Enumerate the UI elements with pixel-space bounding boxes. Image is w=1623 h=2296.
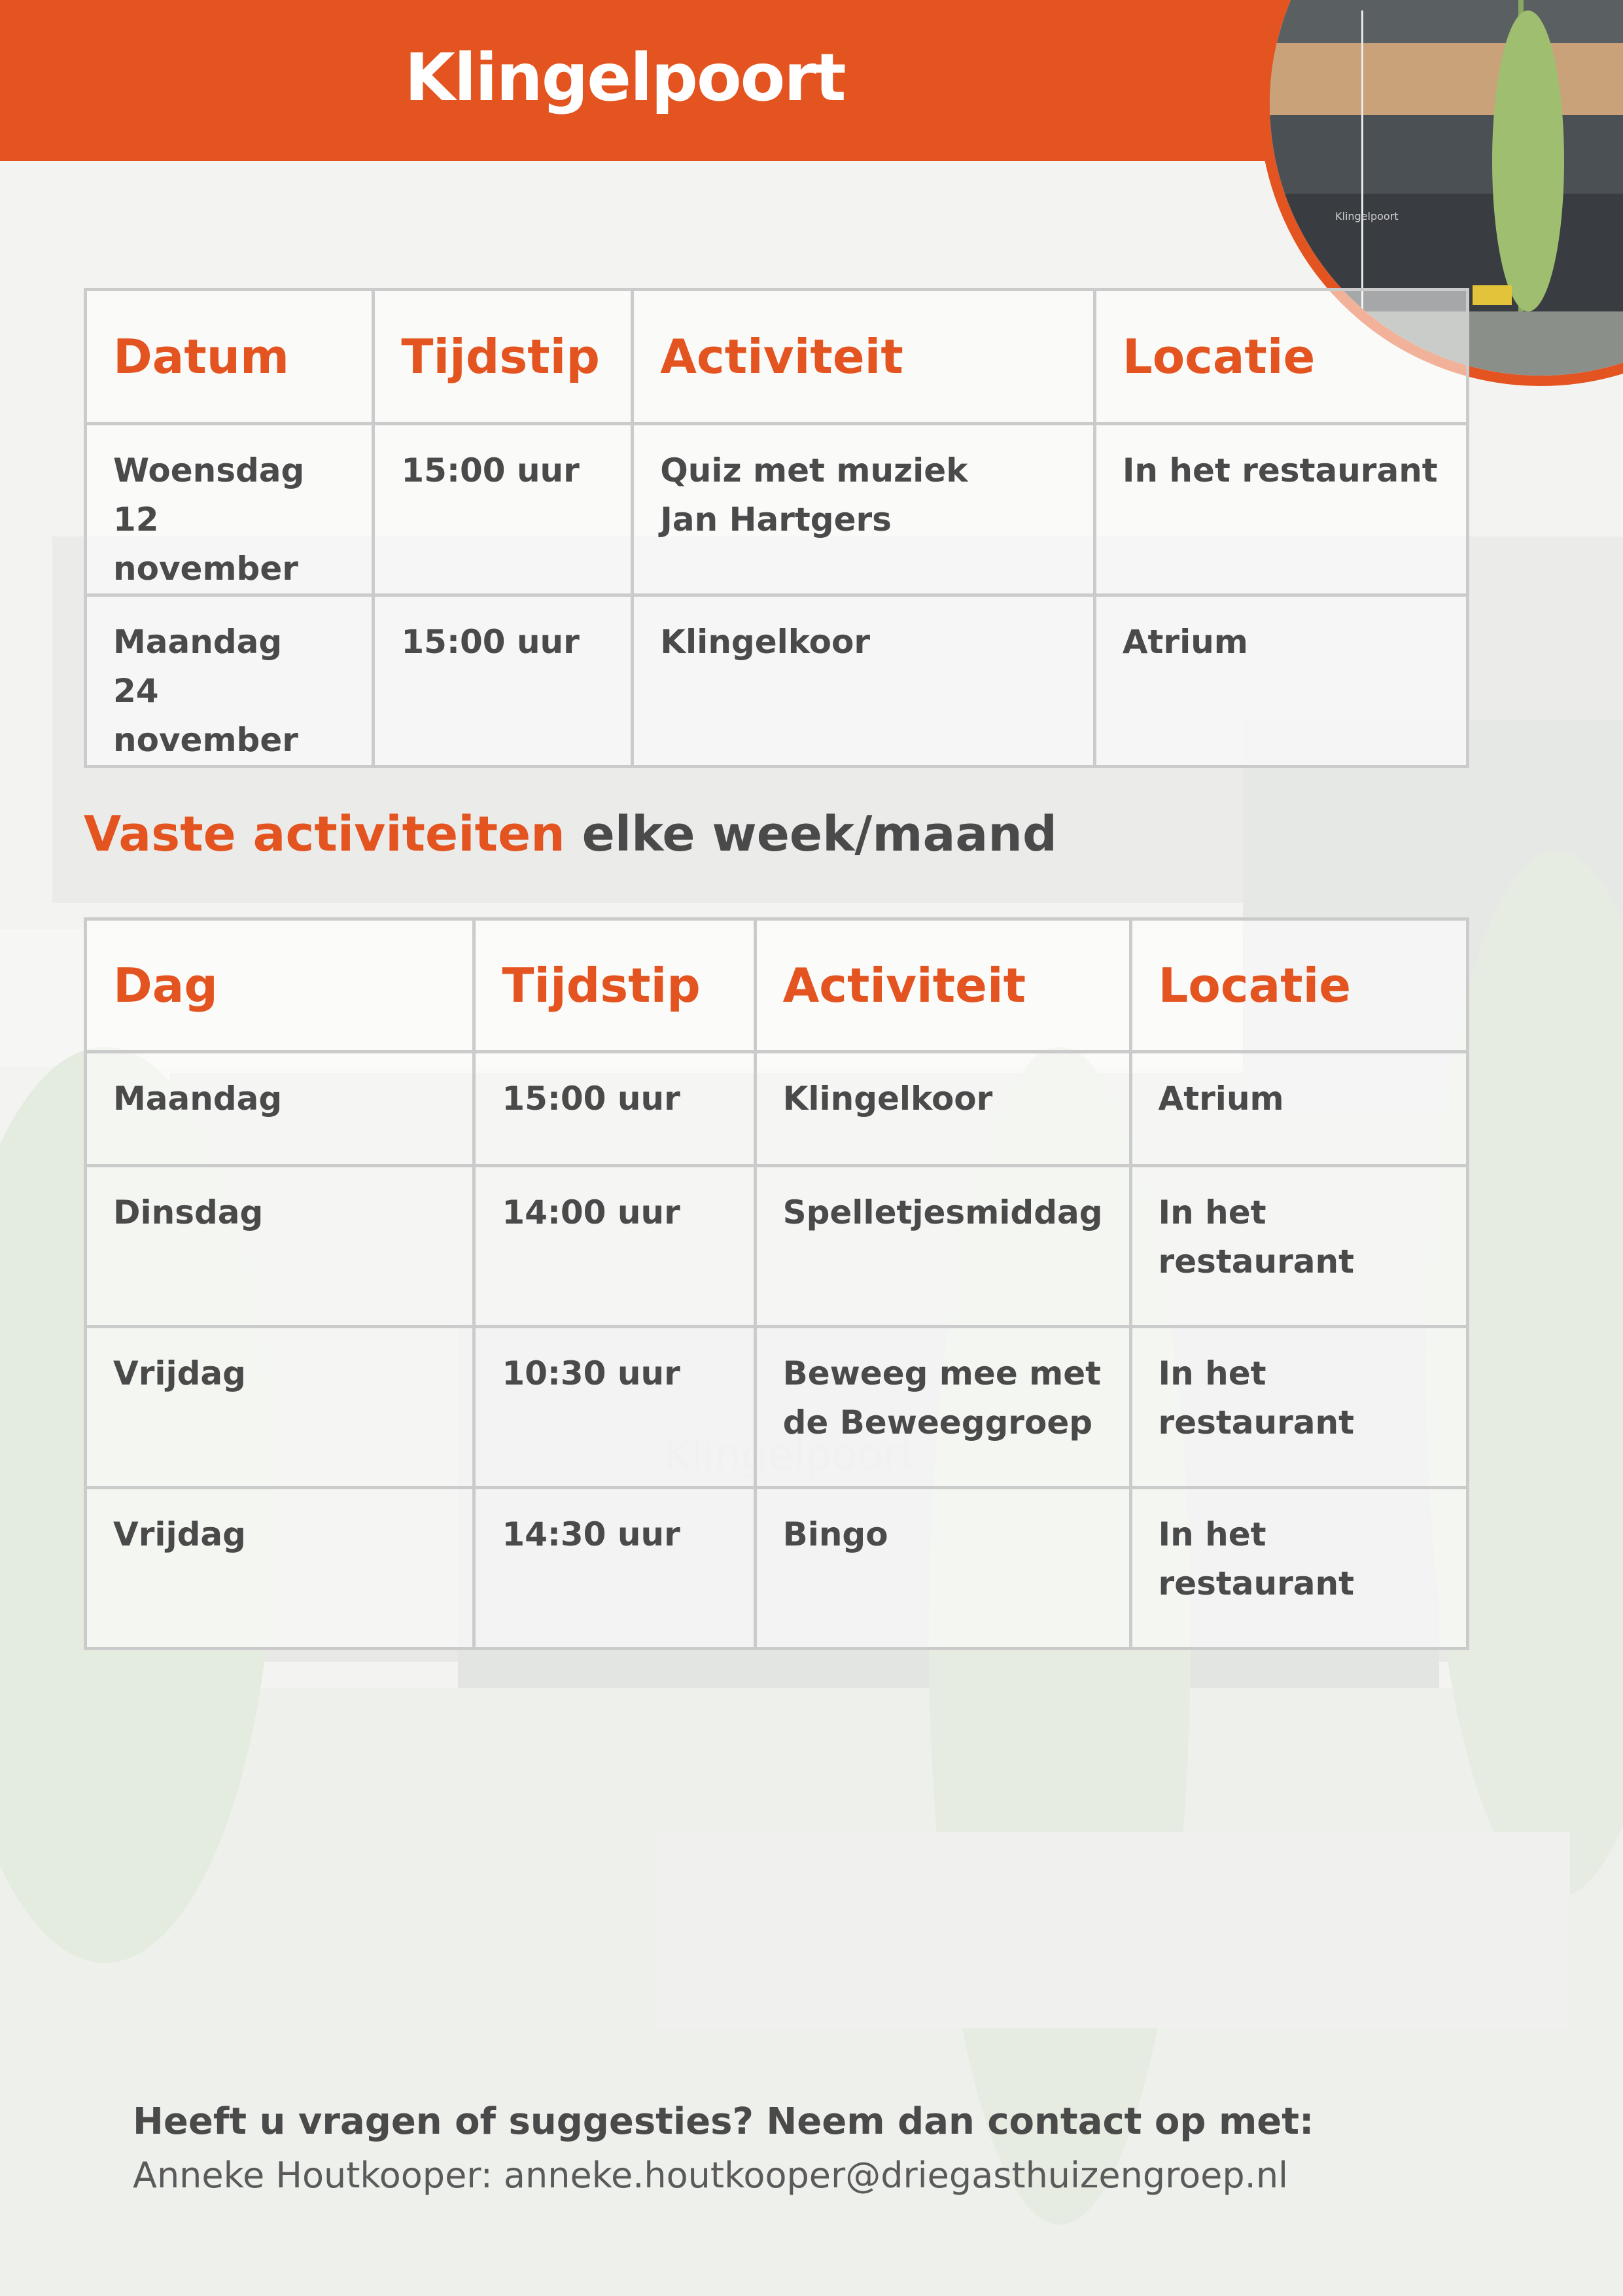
cell-locatie: In het restaurant	[1130, 1327, 1467, 1488]
building-sign-text: Klingelpoort	[1335, 210, 1399, 222]
contact-details: Anneke Houtkooper: anneke.houtkooper@driegasthuizengroep.nl	[133, 2155, 1289, 2196]
cell-locatie: In het restaurant	[1130, 1488, 1467, 1649]
cell-dag: Dinsdag	[86, 1166, 474, 1327]
cell-activiteit: Beweeg mee met de Beweeggroep	[755, 1327, 1130, 1488]
cell-locatie: In het restaurant	[1094, 424, 1467, 595]
column-header-locatie: Locatie	[1094, 290, 1467, 424]
cell-activiteit: Klingelkoor	[633, 595, 1095, 767]
cell-activiteit: Bingo	[755, 1488, 1130, 1649]
cell-tijdstip: 15:00 uur	[374, 424, 633, 595]
cell-dag: Vrijdag	[86, 1488, 474, 1649]
table-header-row	[86, 919, 1468, 1052]
column-header-tijdstip: Tijdstip	[374, 290, 633, 424]
cell-dag: Vrijdag	[86, 1327, 474, 1488]
cell-dag: Maandag	[86, 1052, 474, 1166]
table-header-row	[86, 290, 1468, 424]
column-header-activiteit: Activiteit	[755, 919, 1130, 1052]
table-row	[86, 595, 1468, 767]
column-header-datum: Datum	[86, 290, 374, 424]
weekly-activities-table	[84, 917, 1469, 1650]
cell-tijdstip: 14:30 uur	[474, 1488, 755, 1649]
cell-datum: Maandag 24 november	[86, 595, 374, 767]
cell-tijdstip: 14:00 uur	[474, 1166, 755, 1327]
table-row	[86, 1166, 1468, 1327]
table-row	[86, 1327, 1468, 1488]
cell-locatie: Atrium	[1094, 595, 1467, 767]
cell-datum: Woensdag 12 november	[86, 424, 374, 595]
section-title-accent: Vaste activiteiten	[84, 806, 565, 862]
events-table	[84, 288, 1469, 768]
column-header-activiteit: Activiteit	[633, 290, 1095, 424]
column-header-tijdstip: Tijdstip	[474, 919, 755, 1052]
table-row	[86, 1488, 1468, 1649]
column-header-locatie: Locatie	[1130, 919, 1467, 1052]
cell-activiteit: Quiz met muziek Jan Hartgers	[633, 424, 1095, 595]
table-row	[86, 424, 1468, 595]
brand-logo: Klingelpoort	[404, 39, 845, 116]
table-row	[86, 1052, 1468, 1166]
contact-block	[133, 2100, 1314, 2196]
cell-tijdstip: 10:30 uur	[474, 1327, 755, 1488]
cell-tijdstip: 15:00 uur	[474, 1052, 755, 1166]
cell-activiteit: Spelletjesmiddag	[755, 1166, 1130, 1327]
contact-question: Heeft u vragen of suggesties? Neem dan contact op met:	[133, 2100, 1314, 2143]
section-title	[84, 806, 1057, 862]
cell-activiteit: Klingelkoor	[755, 1052, 1130, 1166]
cell-tijdstip: 15:00 uur	[374, 595, 633, 767]
cell-locatie: Atrium	[1130, 1052, 1467, 1166]
column-header-dag: Dag	[86, 919, 474, 1052]
cell-locatie: In het restaurant	[1130, 1166, 1467, 1327]
section-title-rest: elke week/maand	[565, 806, 1057, 862]
